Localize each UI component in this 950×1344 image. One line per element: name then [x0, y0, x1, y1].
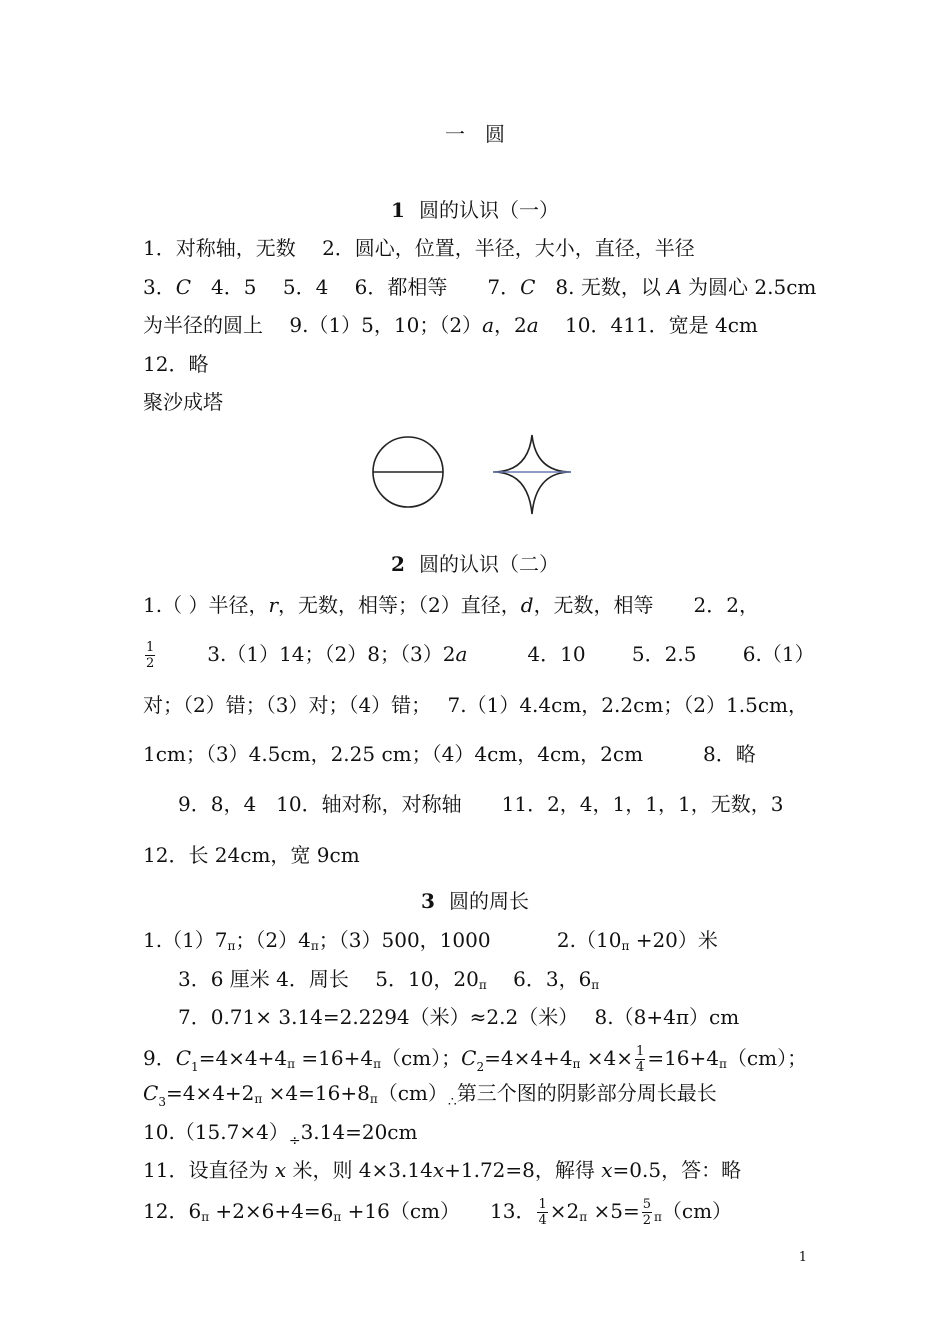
therefore-symbol: ∴ [447, 1094, 457, 1110]
answer-line: 1．对称轴，无数 2．圆心，位置，半径，大小，直径，半径 [143, 236, 695, 260]
astroid-figure [493, 435, 571, 514]
answer-line: 11．设直径为 x 米，则 4×3.14x+1.72=8，解得 x=0.5，答：略 [143, 1158, 742, 1182]
section-title: 圆的认识（一） [418, 198, 559, 222]
fraction: $\frac{1}{4}$ [636, 1044, 645, 1075]
chapter-title: 一 圆 [445, 122, 505, 146]
section-heading-3 [0, 889, 950, 913]
section-heading-1 [0, 198, 950, 222]
section-heading-2 [0, 552, 950, 576]
section-number: 3 [421, 889, 435, 913]
answer-line: 7．0.71× 3.14=2.2294（米）≈2.2（米） 8.（8+4π）cm [178, 1005, 740, 1029]
answer-line: $C_3=4\times 4+2\pi \times 4=16+8\pi(cm)_\therefore$第三个图的阴影部分周长最长 [143, 1081, 717, 1110]
figures [360, 428, 600, 524]
fraction: $\frac{5}{2}$ [642, 1197, 651, 1228]
answer-line: 1.（1）7π；（2）4π；（3）500，1000 2.（10π +20）米 [143, 928, 718, 953]
section-title: 圆的周长 [448, 889, 529, 913]
answer-line: $\frac{1}{2}$ 3.（1）14；（2）8；（3）2a 4．10 5．2.5 6.（1） [146, 640, 815, 671]
answer-line: 12．长 24cm，宽 9cm [143, 843, 360, 867]
answer-line: 1cm；（3）4.5cm，2.25 cm；（4）4cm，4cm，2cm 8．略 [143, 742, 756, 766]
answer-line: $10.(15.7\times 4)_\div 3.14=20cm$ [143, 1120, 418, 1149]
answer-line: 对；（2）错；（3）对；（4）错； 7.（1）4.4cm，2.2cm；（2）1.5cm， [143, 693, 808, 717]
answer-line: 12．6π +2×6+4=6π +16（cm） 13． $\frac{1}{4}$ ×2π ×5= $\frac{5}{2}$ π（cm） [143, 1197, 733, 1228]
answer-line: 12．略 [143, 352, 209, 376]
fraction: $\frac{1}{4}$ [538, 1197, 547, 1228]
answer-line: 3．6 厘米 4．周长 5．10，20π 6．3，6π [178, 967, 600, 992]
answer-line: 9．8，4 10．轴对称，对称轴 11．2，4，1，1，1，无数，3 [178, 792, 784, 816]
answer-line: 1.（ ）半径，r，无数，相等；（2）直径，d，无数，相等 2．2， [143, 593, 760, 617]
section-number: 2 [391, 552, 405, 576]
answer-line: 为半径的圆上 9.（1）5，10；（2）a，2a 10．411．宽是 4cm [143, 313, 758, 337]
section-title: 圆的认识（二） [418, 552, 559, 576]
subheading: 聚沙成塔 [143, 390, 223, 414]
fraction: $\frac{1}{2}$ [146, 640, 155, 671]
answer-line: 9．$C_1=4\times 4+4\pi =16+4\pi(cm)$；$C_2=4\times 4+4\pi \times 4\times$ $\frac{1}{4}$ =16+4π（cm）； [143, 1044, 808, 1075]
answer-line: 3．C 4．5 5．4 6．都相等 7．C 8. 无数，以 A 为圆心 2.5cm [143, 275, 817, 299]
section-number: 1 [391, 198, 405, 222]
page-number: 1 [798, 1250, 807, 1265]
circle-diameter-figure [373, 437, 443, 507]
